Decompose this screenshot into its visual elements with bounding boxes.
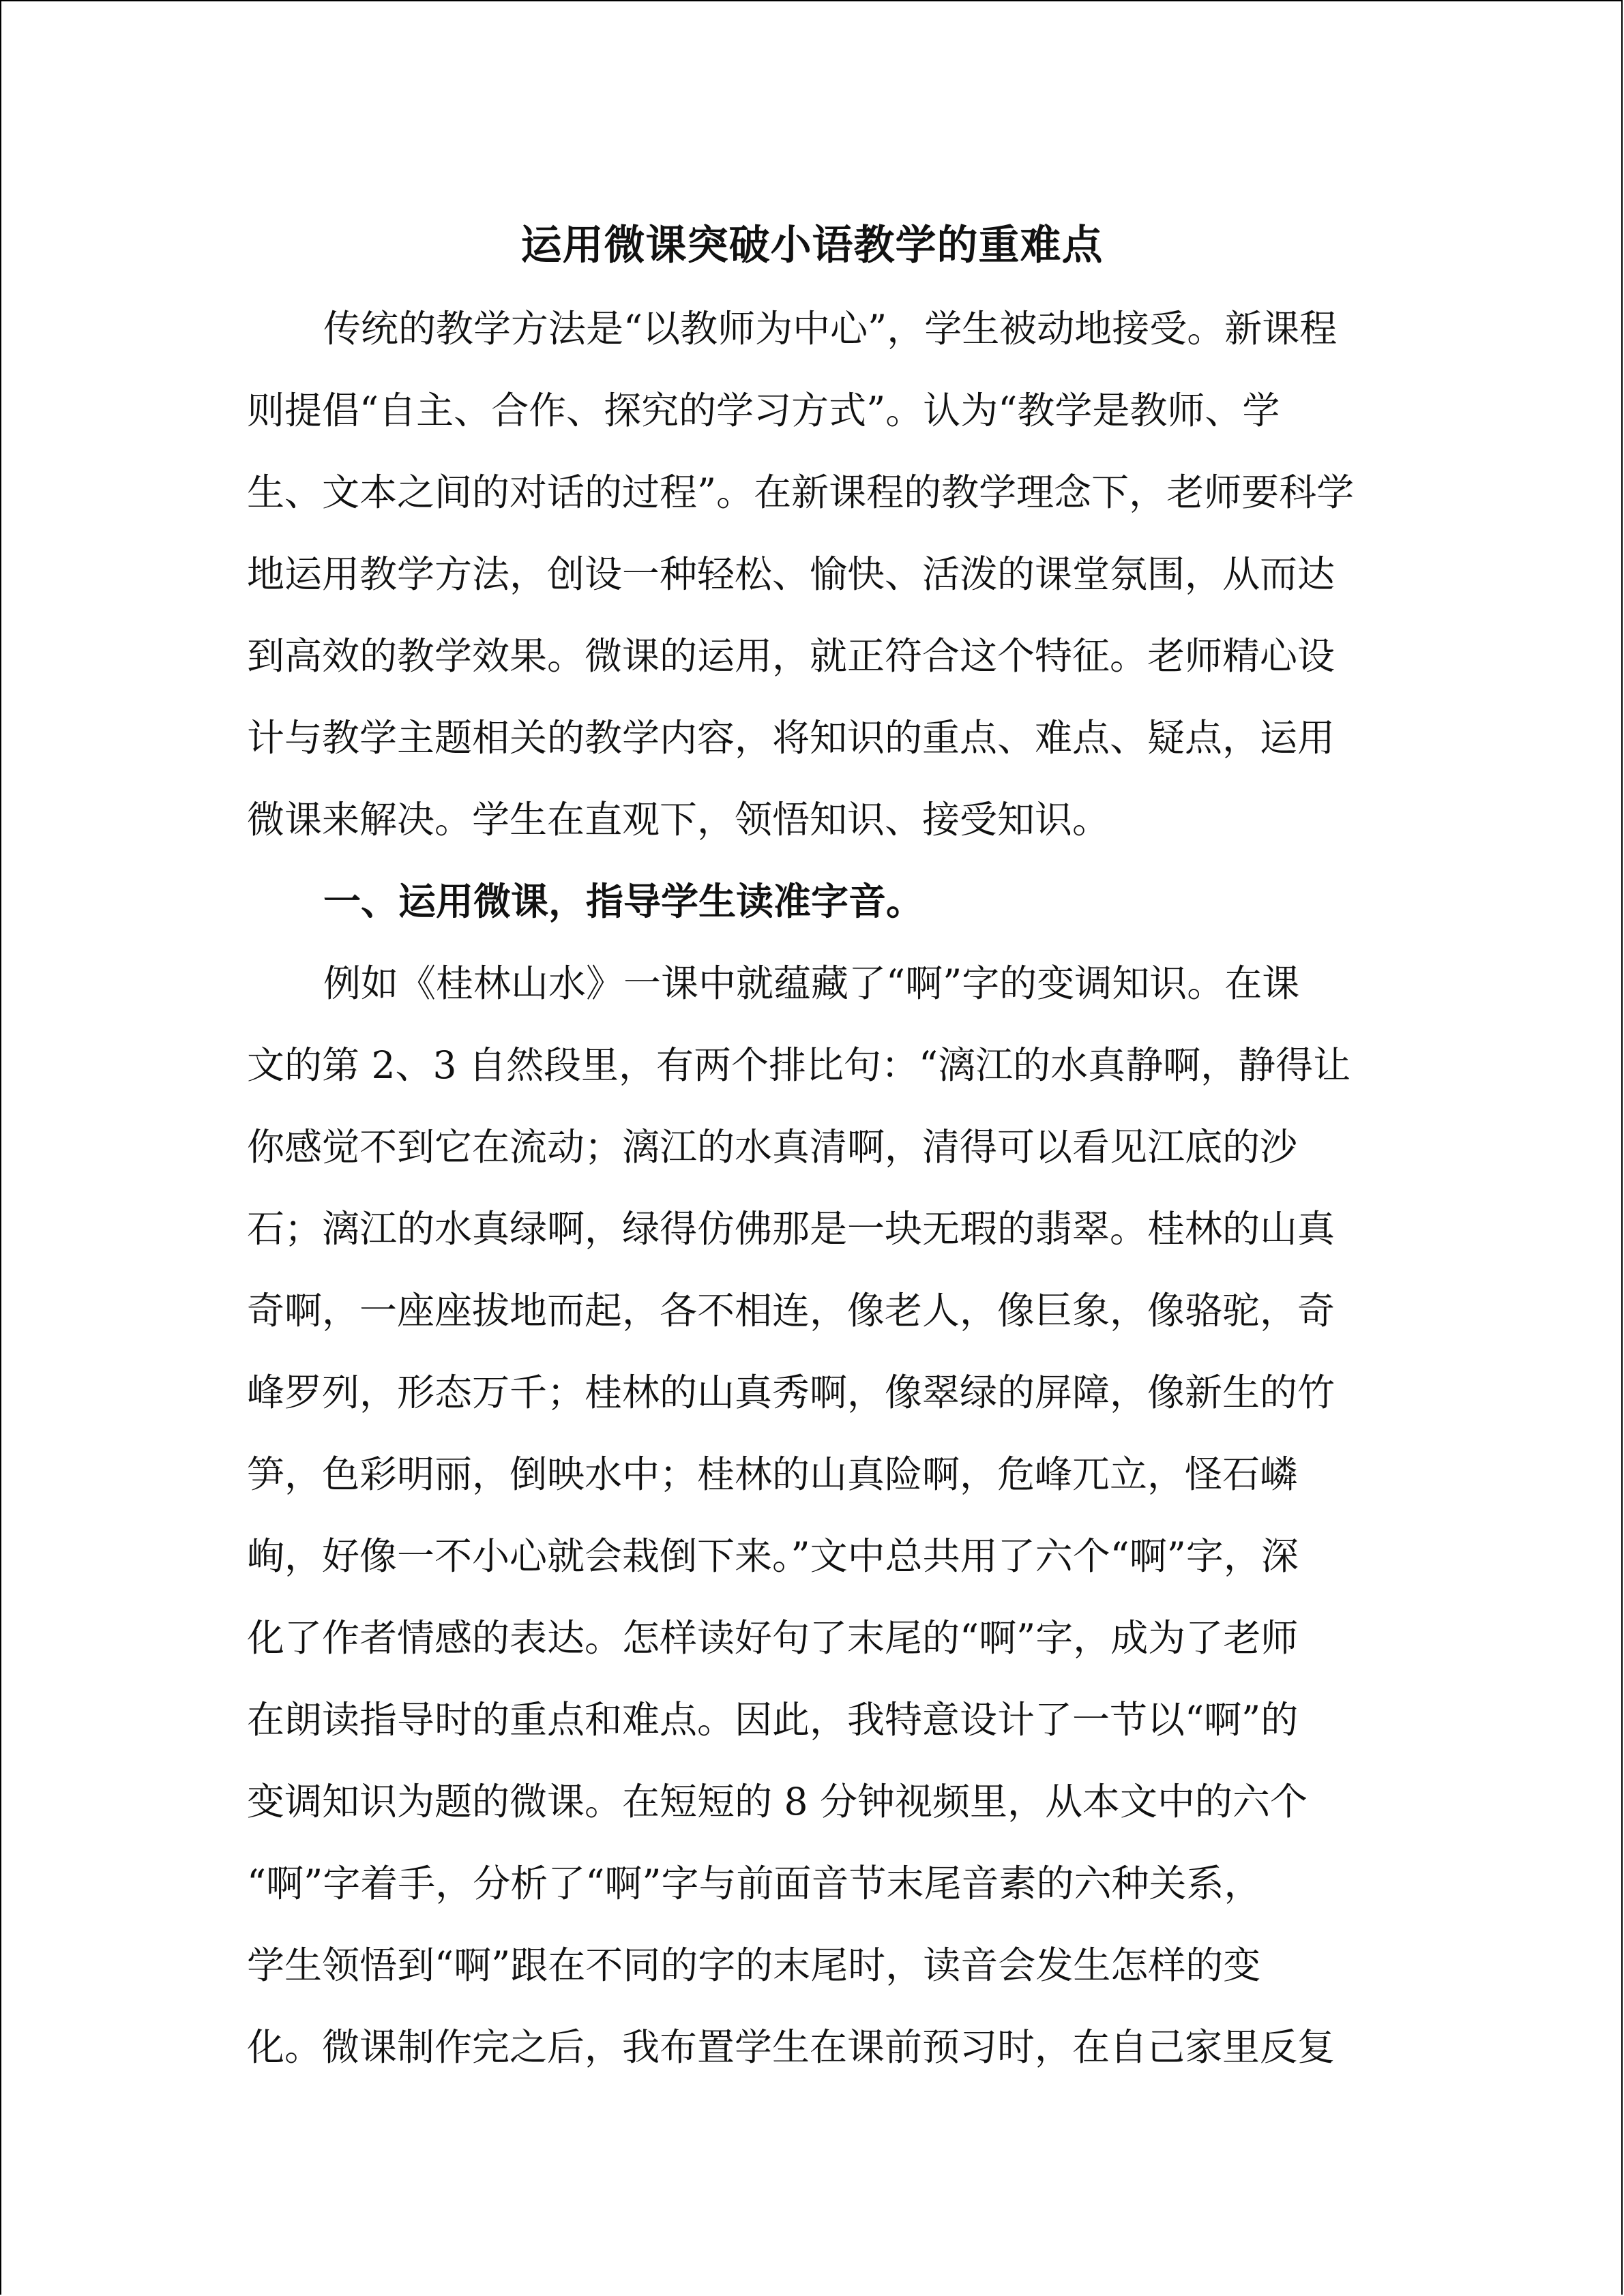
paragraph-line: “啊”字着手，分析了“啊”字与前面音节末尾音素的六种关系， <box>247 1862 1262 1905</box>
paragraph-line: 例如《桂林山水》一课中就蕴藏了“啊”字的变调知识。在课 <box>323 961 1300 1005</box>
paragraph-line: 你感觉不到它在流动；漓江的水真清啊，清得可以看见江底的沙 <box>247 1125 1298 1169</box>
section-heading: 一、运用微课，指导学生读准字音。 <box>323 879 924 923</box>
paragraph-line: 化。微课制作完之后，我布置学生在课前预习时，在自己家里反复 <box>247 2025 1335 2069</box>
paragraph-line: 文的第 2、3 自然段里，有两个排比句：“漓江的水真静啊，静得让 <box>247 1043 1351 1087</box>
paragraph-line: 学生领悟到“啊”跟在不同的字的末尾时，读音会发生怎样的变 <box>247 1943 1261 1987</box>
paragraph-line: 峋，好像一不小心就会栽倒下来。”文中总共用了六个“啊”字，深 <box>247 1534 1299 1578</box>
paragraph-line: 地运用教学方法，创设一种轻松、愉快、活泼的课堂氛围，从而达 <box>247 552 1335 596</box>
paragraph-line: 则提倡“自主、合作、探究的学习方式”。认为“教学是教师、学 <box>247 389 1280 432</box>
paragraph-line: 变调知识为题的微课。在短短的 8 分钟视频里，从本文中的六个 <box>247 1780 1308 1823</box>
paragraph-line: 到高效的教学效果。微课的运用，就正符合这个特征。老师精心设 <box>247 634 1335 678</box>
paragraph-line: 石；漓江的水真绿啊，绿得仿佛那是一块无瑕的翡翠。桂林的山真 <box>247 1207 1335 1251</box>
page-title: 运用微课突破小语教学的重难点 <box>520 222 1104 269</box>
paragraph-line: 计与教学主题相关的教学内容，将知识的重点、难点、疑点，运用 <box>247 716 1335 760</box>
paragraph-line: 微课来解决。学生在直观下，领悟知识、接受知识。 <box>247 798 1110 841</box>
paragraph-line: 在朗读指导时的重点和难点。因此，我特意设计了一节以“啊”的 <box>247 1698 1299 1742</box>
paragraph-line: 笋，色彩明丽，倒映水中；桂林的山真险啊，危峰兀立，怪石嶙 <box>247 1452 1298 1496</box>
paragraph-line: 峰罗列，形态万千；桂林的山真秀啊，像翠绿的屏障，像新生的竹 <box>247 1371 1335 1414</box>
paragraph-line: 奇啊，一座座拔地而起，各不相连，像老人，像巨象，像骆驼，奇 <box>247 1289 1335 1332</box>
paragraph-line: 生、文本之间的对话的过程”。在新课程的教学理念下，老师要科学 <box>247 471 1355 514</box>
paragraph-line: 传统的教学方法是“以教师为中心”，学生被动地接受。新课程 <box>323 307 1338 351</box>
paragraph-line: 化了作者情感的表达。怎样读好句了末尾的“啊”字，成为了老师 <box>247 1616 1299 1660</box>
